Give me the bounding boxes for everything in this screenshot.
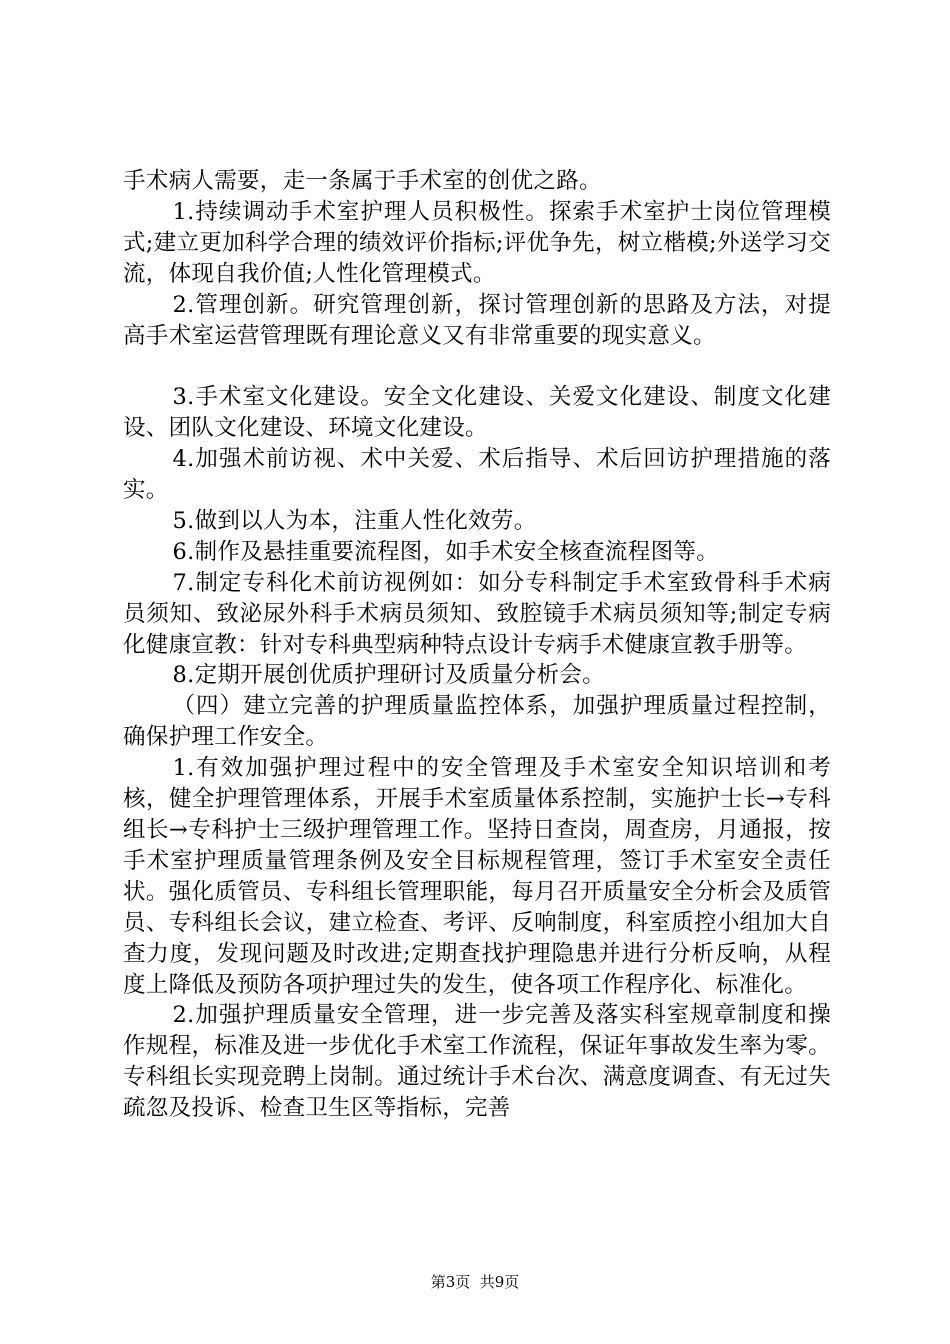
paragraph-section4-item-1: 1.有效加强护理过程中的安全管理及手术室安全知识培训和考核，健全护理管理体系，开展手术室质量体系控制，实施护士长→专科组长→专科护士三级护理管理工作。坚持日查岗，周查房，月通报，按手术室护理质量管理条例及安全目标规程管理，签订手术室安全责任状。强化质管员、专科组长管理职能，每月召开质量安全分析会及质管员、专科组长会议，建立检查、考评、反响制度，科室质控小组加大自查力度，发现问题及时改进;定期查找护理隐患并进行分析反响，从程度上降低及预防各项护理过失的发生，使各项工作程序化、标准化。 — [123, 755, 831, 998]
paragraph-item-5: 5.做到以人为本，注重人性化效劳。 — [172, 507, 537, 534]
paragraph-item-8: 8.定期开展创优质护理研讨及质量分析会。 — [172, 662, 605, 689]
page-number-label: 第3页 共9页 — [430, 1273, 520, 1291]
document-body — [123, 166, 831, 1124]
paragraph-item-1: 1.持续调动手术室护理人员积极性。探索手术室护士岗位管理模式;建立更加科学合理的绩效评价指标;评优争先，树立楷模;外送学习交流，体现自我价值;人性化管理模式。 — [123, 198, 831, 287]
paragraph-item-3: 3.手术室文化建设。安全文化建设、关爱文化建设、制度文化建设、团队文化建设、环境文化建设。 — [123, 384, 831, 442]
paragraph-item-2: 2.管理创新。研究管理创新，探讨管理创新的思路及方法，对提高手术室运营管理既有理论意义又有非常重要的现实意义。 — [123, 291, 831, 349]
page-footer — [0, 1272, 950, 1292]
paragraph-section4-item-2: 2.加强护理质量安全管理，进一步完善及落实科室规章制度和操作规程，标准及进一步优化手术室工作流程，保证年事故发生率为零。专科组长实现竞聘上岗制。通过统计手术台次、满意度调查、有无过失疏忽及投诉、检查卫生区等指标，完善 — [123, 1002, 831, 1122]
paragraph-item-4: 4.加强术前访视、术中关爱、术后指导、术后回访护理措施的落实。 — [123, 446, 831, 504]
paragraph-item-6: 6.制作及悬挂重要流程图，如手术安全核查流程图等。 — [172, 538, 719, 565]
paragraph-continuation: 手术病人需要，走一条属于手术室的创优之路。 — [123, 168, 602, 194]
section-heading-4: （四）建立完善的护理质量监控体系，加强护理质量过程控制，确保护理工作安全。 — [123, 693, 831, 751]
paragraph-item-7: 7.制定专科化术前访视例如：如分专科制定手术室致骨科手术病员须知、致泌尿外科手术病员须知、致腔镜手术病员须知等;制定专病化健康宣教：针对专科典型病种特点设计专病手术健康宣教手册等。 — [123, 569, 831, 658]
